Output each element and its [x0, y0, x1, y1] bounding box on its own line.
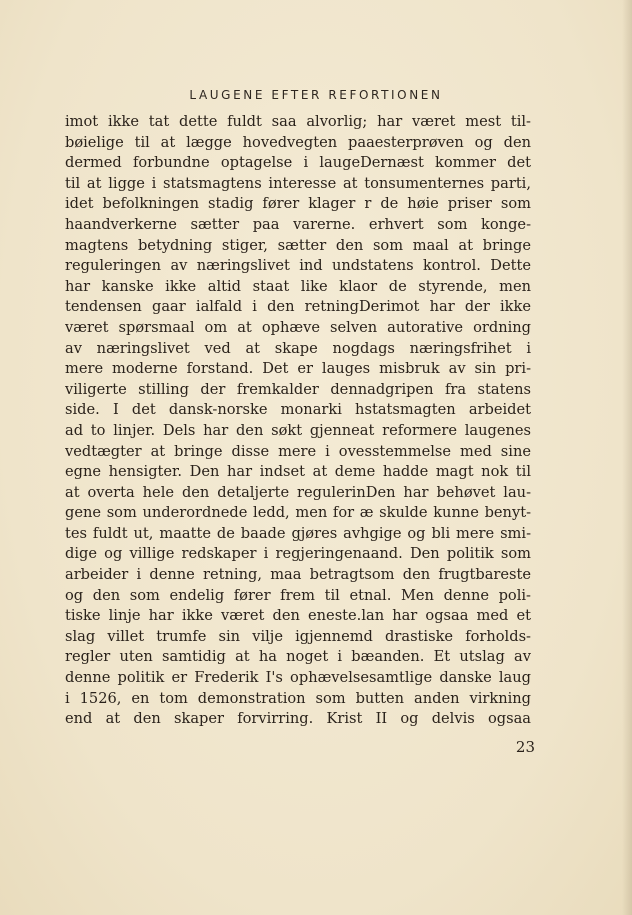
- text-line: bøielige til at lægge hovedvegten paaesterprøven og den: [65, 133, 531, 151]
- text-line: tiske linje har ikke været den eneste.lan har ogsaa med et: [65, 607, 531, 625]
- text-line: haandverkerne sætter paa varerne. erhvert som konge-: [65, 215, 531, 233]
- text-line: end at den skaper forvirring. Krist II og delvis ogsaa: [65, 710, 531, 728]
- text-line: regler uten samtidig at ha noget i bæanden. Et utslag av: [65, 648, 531, 666]
- text-line: imot ikke tat dette fuldt saa alvorlig; har været mest til-: [65, 113, 531, 130]
- text-line: reguleringen av næringslivet ind undstatens kontrol. Dette: [65, 257, 531, 275]
- text-line: vedtægter at bringe disse mere i ovesstemmelse med sine: [65, 442, 531, 460]
- text-line: tes fuldt ut, maatte de baade gjøres avhgige og bli mere smi-: [65, 524, 531, 542]
- text-line: og den som endelig fører frem til etnal. Men denne poli-: [65, 586, 531, 604]
- text-line: dige og villige redskaper i regjeringenaand. Den politik som: [65, 545, 531, 563]
- text-line: mere moderne forstand. Det er lauges misbruk av sin pri-: [65, 360, 531, 378]
- text-line: gene som underordnede ledd, men for æ skulde kunne benyt-: [65, 504, 531, 522]
- text-line: i 1526, en tom demonstration som butten anden virkning: [65, 689, 531, 707]
- text-line: arbeider i denne retning, maa betragtsom den frugtbareste: [65, 566, 531, 584]
- text-line: at overta hele den detaljerte regulerinDen har behøvet lau-: [65, 483, 531, 501]
- text-line: viligerte stilling der fremkalder dennadgripen fra statens: [65, 380, 531, 398]
- text-line: tendensen gaar ialfald i den retningDerimot har der ikke: [65, 298, 531, 316]
- running-head: LAUGENE EFTER REFORTIONEN: [189, 88, 443, 102]
- text-line: idet befolkningen stadig fører klager r de høie priser som: [65, 195, 531, 213]
- body-text: [65, 112, 531, 730]
- page-edge-shadow: [622, 0, 632, 915]
- text-line: dermed forbundne optagelse i laugeDernæst kommer det: [65, 154, 531, 172]
- text-line: været spørsmaal om at ophæve selven autorative ordning: [65, 318, 531, 336]
- text-line: side. I det dansk-norske monarki hstatsmagten arbeidet: [65, 401, 531, 419]
- text-line: til at ligge i statsmagtens interesse at tonsumenternes parti,: [65, 174, 531, 192]
- text-line: denne politik er Frederik I's ophævelsesamtlige danske laug: [65, 669, 531, 687]
- text-line: magtens betydning stiger, sætter den som maal at bringe: [65, 236, 531, 254]
- page-number: 23: [515, 738, 535, 756]
- text-line: av næringslivet ved at skape nogdags næringsfrihet i: [65, 339, 531, 357]
- text-line: slag villet trumfe sin vilje igjennemd drastiske forholds-: [65, 627, 531, 645]
- text-line: har kanske ikke altid staat like klaor de styrende, men: [65, 277, 531, 295]
- text-line: egne hensigter. Den har indset at deme hadde magt nok til: [65, 463, 531, 481]
- text-line: ad to linjer. Dels har den søkt gjenneat reformere laugenes: [65, 421, 531, 439]
